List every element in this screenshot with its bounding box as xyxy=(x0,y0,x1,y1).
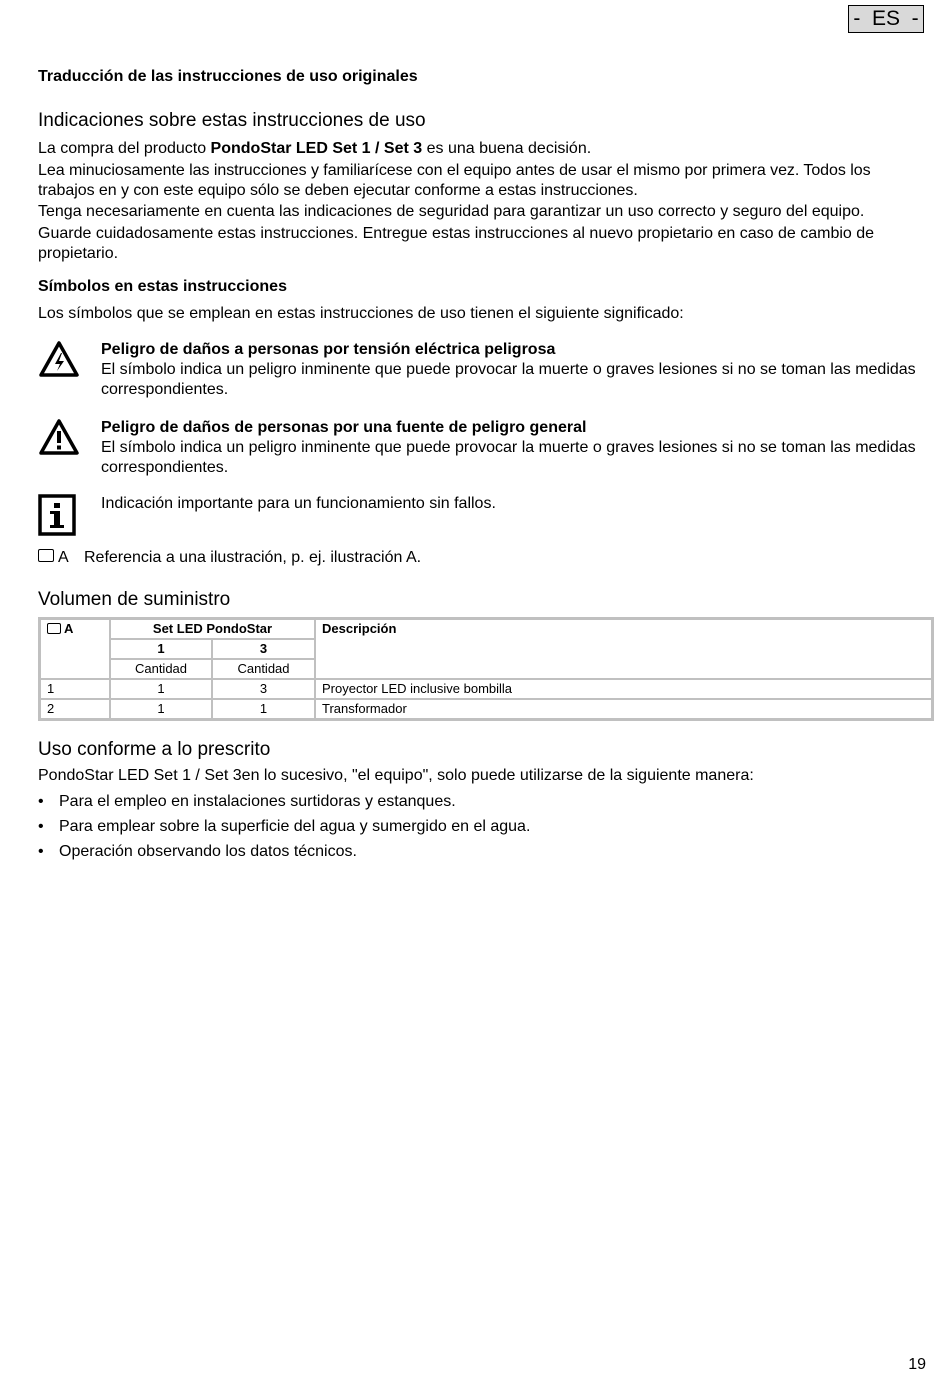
symbol-general-title: Peligro de daños de personas por una fuente de peligro general xyxy=(101,419,587,436)
paragraph-purchase xyxy=(38,139,926,159)
symbols-intro: Los símbolos que se emplean en estas instrucciones de uso tienen el siguiente significado: xyxy=(38,305,684,322)
section-heading-instructions: Indicaciones sobre estas instrucciones de uso xyxy=(38,110,426,131)
symbol-electric-title: Peligro de daños a personas por tensión eléctrica peligrosa xyxy=(101,341,556,358)
table-cell-desc: Transformador xyxy=(315,699,932,719)
table-cell-qty1: 1 xyxy=(110,679,212,699)
language-tab: - ES - xyxy=(848,5,924,33)
symbol-electric-text xyxy=(101,340,926,400)
table-cell-desc: Proyector LED inclusive bombilla xyxy=(315,679,932,699)
table-row xyxy=(40,679,932,699)
supply-header-row xyxy=(40,619,932,639)
figure-reference-icon xyxy=(38,549,54,562)
supply-set3-header: 3 xyxy=(212,639,315,659)
table-cell-ref: 1 xyxy=(40,679,110,699)
page-number: 19 xyxy=(908,1356,926,1373)
supply-heading: Volumen de suministro xyxy=(38,589,231,610)
figure-reference-icon xyxy=(47,623,61,634)
product-name: PondoStar LED Set 1 / Set 3 xyxy=(210,140,423,157)
purchase-text-post: es una buena decisión. xyxy=(422,140,592,157)
paragraph-safety: Tenga necesariamente en cuenta las indicaciones de seguridad para garantizar un uso correcto y seguro del equipo. xyxy=(38,203,865,220)
general-warning-icon xyxy=(38,418,80,456)
table-cell-qty3: 1 xyxy=(212,699,315,719)
supply-table xyxy=(38,617,934,721)
intended-use-heading: Uso conforme a lo prescrito xyxy=(38,739,271,760)
purchase-text-pre: La compra del producto xyxy=(38,140,211,157)
table-cell-qty3: 3 xyxy=(212,679,315,699)
figure-reference-text: Referencia a una ilustración, p. ej. ilustración A. xyxy=(84,549,422,566)
list-item: • Para emplear sobre la superficie del agua y sumergido en el agua. xyxy=(38,817,530,842)
info-icon xyxy=(38,494,78,536)
document-title: Traducción de las instrucciones de uso originales xyxy=(38,68,418,85)
symbol-info-description: Indicación importante para un funcionamiento sin fallos. xyxy=(101,495,496,512)
symbol-info-text xyxy=(101,494,926,514)
table-cell-qty1: 1 xyxy=(110,699,212,719)
supply-qty-label-3: Cantidad xyxy=(212,659,315,679)
figure-reference-letter: A xyxy=(58,549,69,566)
symbols-heading: Símbolos en estas instrucciones xyxy=(38,278,287,295)
symbol-item-electric xyxy=(38,340,926,400)
symbol-general-text xyxy=(101,418,926,478)
table-cell-ref: 2 xyxy=(40,699,110,719)
symbol-item-info xyxy=(38,494,926,538)
supply-set1-header: 1 xyxy=(110,639,212,659)
electric-warning-icon xyxy=(38,340,80,378)
paragraph-keep-instructions: Guarde cuidadosamente estas instrucciones. Entregue estas instrucciones al nuevo propietario en caso de cambio de propietario. xyxy=(38,225,875,262)
list-item: • Operación observando los datos técnicos. xyxy=(38,842,530,867)
table-row xyxy=(40,699,932,719)
supply-col-ref-header: A xyxy=(40,619,110,679)
supply-col-set-header: Set LED PondoStar xyxy=(110,619,315,639)
figure-reference-legend xyxy=(38,548,421,568)
paragraph-read-instructions: Lea minuciosamente las instrucciones y familiarícese con el equipo antes de usar el mismo por primera vez. Todos los trabajos en y con este equipo sólo se deben ejecutar conforme a estas instrucciones. xyxy=(38,162,871,199)
supply-col-desc-header: Descripción xyxy=(315,619,932,679)
symbol-item-general xyxy=(38,418,926,478)
intended-use-list xyxy=(38,792,530,867)
list-item: • Para el empleo en instalaciones surtidoras y estanques. xyxy=(38,792,530,817)
supply-qty-label-1: Cantidad xyxy=(110,659,212,679)
symbol-general-description: El símbolo indica un peligro inminente que puede provocar la muerte o graves lesiones si no se toman las medidas correspondientes. xyxy=(101,439,916,476)
intended-use-intro: PondoStar LED Set 1 / Set 3en lo sucesivo, "el equipo", solo puede utilizarse de la siguiente manera: xyxy=(38,767,754,784)
symbol-electric-description: El símbolo indica un peligro inminente que puede provocar la muerte o graves lesiones si no se toman las medidas correspondientes. xyxy=(101,361,916,398)
